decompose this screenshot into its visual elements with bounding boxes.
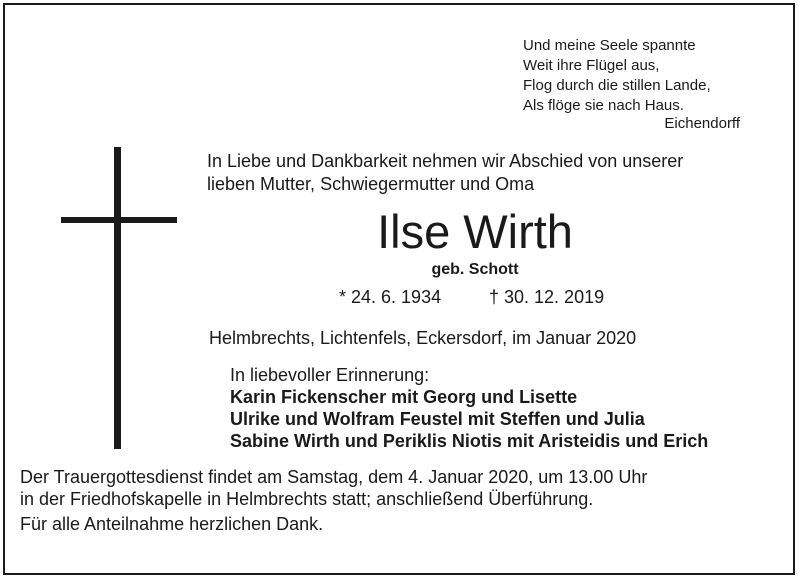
birth-date: * 24. 6. 1934 <box>339 287 442 307</box>
intro-line: lieben Mutter, Schwiegermutter und Oma <box>207 174 535 194</box>
mourner-line: Sabine Wirth und Periklis Niotis mit Aristeidis und Erich <box>230 431 709 451</box>
thanks-text: Für alle Anteilnahme herzlichen Dank. <box>20 514 324 534</box>
service-line: in der Friedhofskapelle in Helmbrechts statt; anschließend Überführung. <box>20 489 594 509</box>
poem <box>523 36 711 116</box>
mourners-list <box>230 386 708 452</box>
intro-text <box>207 150 683 196</box>
poem-author: Eichendorff <box>664 115 740 132</box>
mourner-line: Karin Fickenscher mit Georg und Lisette <box>230 387 578 407</box>
intro-line: In Liebe und Dankbarkeit nehmen wir Abschied von unserer <box>207 151 684 171</box>
service-info <box>20 466 647 510</box>
cross-horizontal-bar <box>61 217 177 223</box>
poem-line: Flog durch die stillen Lande, <box>523 77 711 94</box>
service-line: Der Trauergottesdienst findet am Samstag, dem 4. Januar 2020, um 13.00 Uhr <box>20 467 648 487</box>
memory-title: In liebevoller Erinnerung: <box>230 365 430 385</box>
poem-line: Weit ihre Flügel aus, <box>523 57 660 74</box>
poem-line: Als flöge sie nach Haus. <box>523 97 684 114</box>
place-date: Helmbrechts, Lichtenfels, Eckersdorf, im Januar 2020 <box>209 328 637 348</box>
poem-line: Und meine Seele spannte <box>523 37 696 54</box>
deceased-name: Ilse Wirth <box>377 205 573 258</box>
death-date: † 30. 12. 2019 <box>489 287 605 307</box>
mourner-line: Ulrike und Wolfram Feustel mit Steffen und Julia <box>230 409 645 429</box>
cross-vertical-bar <box>114 147 121 449</box>
maiden-name: geb. Schott <box>431 261 519 278</box>
